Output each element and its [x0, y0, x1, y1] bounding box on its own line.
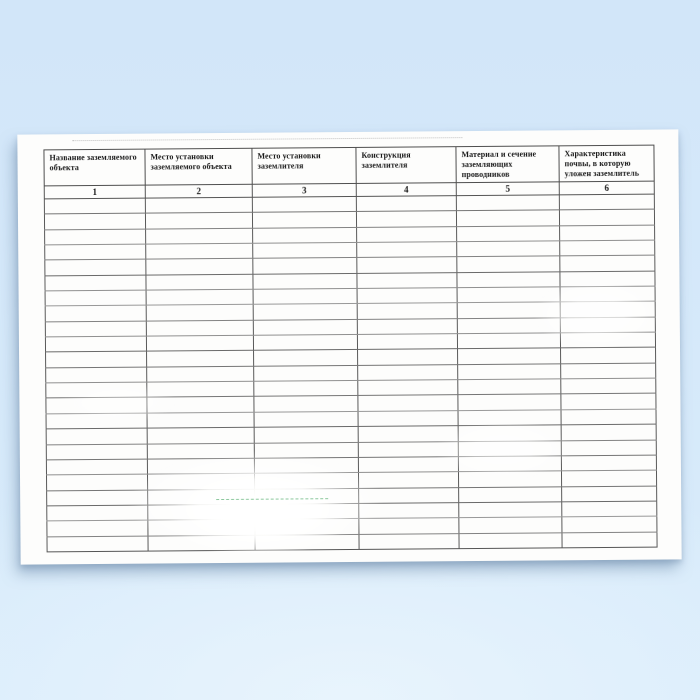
empty-cell: [253, 242, 357, 258]
empty-cell: [253, 335, 357, 351]
empty-cell: [358, 349, 458, 365]
empty-cell: [147, 473, 254, 489]
empty-cell: [47, 505, 148, 521]
empty-cell: [47, 490, 148, 506]
empty-cell: [359, 533, 459, 549]
empty-cell: [255, 534, 359, 550]
empty-cell: [459, 486, 562, 502]
empty-cell: [147, 412, 254, 428]
empty-cell: [45, 259, 146, 275]
empty-cell: [358, 364, 458, 380]
empty-cell: [44, 213, 145, 229]
empty-cell: [562, 532, 657, 548]
empty-cell: [559, 194, 654, 210]
empty-cell: [148, 535, 255, 551]
empty-cell: [356, 196, 456, 212]
empty-cell: [146, 259, 253, 275]
empty-cell: [560, 225, 655, 241]
empty-cell: [356, 211, 456, 227]
empty-cell: [561, 394, 656, 410]
empty-cell: [252, 212, 356, 228]
empty-cell: [253, 319, 357, 335]
empty-cell: [456, 195, 559, 211]
empty-cell: [457, 302, 560, 318]
empty-cell: [255, 519, 359, 535]
empty-cell: [562, 501, 657, 517]
empty-cell: [358, 441, 458, 457]
empty-cell: [253, 258, 357, 274]
empty-cell: [46, 413, 147, 429]
column-header-construction: Конструкция заземлителя: [356, 147, 456, 184]
empty-cell: [254, 365, 358, 381]
empty-cell: [560, 240, 655, 256]
empty-cell: [254, 396, 358, 412]
empty-cell: [47, 536, 148, 552]
empty-cell: [357, 334, 457, 350]
empty-cell: [457, 256, 560, 272]
scanned-document-page: [17, 129, 681, 564]
empty-cell: [45, 244, 146, 260]
empty-cell: [44, 198, 145, 214]
empty-cell: [254, 350, 358, 366]
empty-cell: [147, 351, 254, 367]
empty-cell: [147, 458, 254, 474]
empty-cell: [45, 306, 146, 322]
empty-cell: [254, 473, 358, 489]
empty-cell: [357, 288, 457, 304]
empty-cell: [147, 366, 254, 382]
grounding-devices-register-table: [43, 145, 657, 553]
empty-cell: [458, 456, 561, 472]
column-number: 3: [252, 183, 356, 197]
empty-cell: [456, 210, 559, 226]
empty-cell: [562, 486, 657, 502]
empty-cell: [146, 243, 253, 259]
empty-cell: [457, 241, 560, 257]
empty-cell: [560, 332, 655, 348]
column-header-object-location: Место установки заземляемого объекта: [145, 148, 252, 185]
empty-cell: [146, 305, 253, 321]
empty-cell: [560, 317, 655, 333]
empty-cell: [359, 518, 459, 534]
column-number: 6: [559, 181, 654, 195]
empty-cell: [458, 471, 561, 487]
empty-cell: [253, 304, 357, 320]
empty-cell: [146, 228, 253, 244]
column-number: 5: [456, 182, 559, 196]
scan-layer: [17, 129, 681, 564]
empty-cell: [358, 426, 458, 442]
empty-cell: [146, 289, 253, 305]
empty-cell: [458, 379, 561, 395]
empty-cell: [252, 196, 356, 212]
empty-cell: [147, 443, 254, 459]
empty-cell: [358, 380, 458, 396]
table-body: [44, 194, 657, 552]
empty-cell: [148, 504, 255, 520]
empty-cell: [254, 411, 358, 427]
empty-cell: [46, 382, 147, 398]
empty-cell: [562, 516, 657, 532]
empty-cell: [254, 457, 358, 473]
empty-cell: [46, 367, 147, 383]
empty-cell: [457, 333, 560, 349]
empty-cell: [145, 213, 252, 229]
empty-cell: [145, 197, 252, 213]
empty-cell: [147, 381, 254, 397]
empty-cell: [560, 302, 655, 318]
empty-cell: [46, 428, 147, 444]
column-header-electrode-location: Место установки заземлителя: [252, 147, 356, 184]
empty-cell: [560, 271, 655, 287]
empty-cell: [458, 410, 561, 426]
empty-cell: [46, 398, 147, 414]
empty-cell: [146, 274, 253, 290]
empty-cell: [147, 427, 254, 443]
empty-cell: [457, 272, 560, 288]
empty-cell: [559, 209, 654, 225]
empty-cell: [46, 444, 147, 460]
empty-cell: [254, 442, 358, 458]
empty-cell: [561, 363, 656, 379]
empty-cell: [148, 519, 255, 535]
empty-cell: [254, 427, 358, 443]
empty-cell: [561, 440, 656, 456]
empty-cell: [561, 455, 656, 471]
column-number: 4: [356, 183, 456, 197]
empty-cell: [358, 410, 458, 426]
empty-cell: [560, 255, 655, 271]
empty-cell: [359, 503, 459, 519]
empty-cell: [148, 489, 255, 505]
empty-cell: [458, 425, 561, 441]
empty-cell: [45, 336, 146, 352]
empty-cell: [561, 470, 656, 486]
empty-cell: [253, 227, 357, 243]
empty-cell: [253, 273, 357, 289]
empty-cell: [458, 394, 561, 410]
empty-cell: [146, 335, 253, 351]
empty-cell: [358, 456, 458, 472]
empty-cell: [357, 318, 457, 334]
empty-cell: [357, 272, 457, 288]
empty-cell: [46, 352, 147, 368]
empty-cell: [45, 229, 146, 245]
empty-cell: [254, 381, 358, 397]
empty-cell: [46, 459, 147, 475]
empty-cell: [357, 257, 457, 273]
empty-cell: [147, 397, 254, 413]
empty-cell: [459, 517, 562, 533]
column-header-soil: Характеристика почвы, в которую уложен заземлитель: [559, 145, 654, 182]
empty-cell: [45, 321, 146, 337]
empty-cell: [46, 474, 147, 490]
empty-cell: [146, 320, 253, 336]
empty-cell: [357, 242, 457, 258]
empty-cell: [457, 226, 560, 242]
empty-cell: [458, 440, 561, 456]
header-row: [44, 145, 654, 186]
empty-cell: [359, 487, 459, 503]
empty-cell: [358, 472, 458, 488]
empty-cell: [45, 290, 146, 306]
scan-dots-artifact: [72, 137, 462, 141]
empty-cell: [458, 364, 561, 380]
empty-cell: [458, 348, 561, 364]
empty-cell: [47, 520, 148, 536]
column-header-object-name: Название заземляемого объекта: [44, 149, 145, 186]
empty-cell: [560, 286, 655, 302]
empty-cell: [561, 424, 656, 440]
empty-cell: [253, 289, 357, 305]
empty-cell: [357, 303, 457, 319]
empty-cell: [255, 503, 359, 519]
column-number: 2: [145, 184, 252, 198]
empty-cell: [561, 348, 656, 364]
empty-cell: [45, 275, 146, 291]
empty-cell: [457, 318, 560, 334]
empty-cell: [459, 502, 562, 518]
empty-cell: [561, 378, 656, 394]
empty-cell: [459, 532, 562, 548]
column-number: 1: [44, 185, 145, 199]
empty-cell: [255, 488, 359, 504]
empty-cell: [358, 395, 458, 411]
empty-cell: [357, 226, 457, 242]
column-header-material-section: Материал и сечение заземляющих проводников: [456, 146, 559, 183]
empty-cell: [457, 287, 560, 303]
empty-cell: [561, 409, 656, 425]
